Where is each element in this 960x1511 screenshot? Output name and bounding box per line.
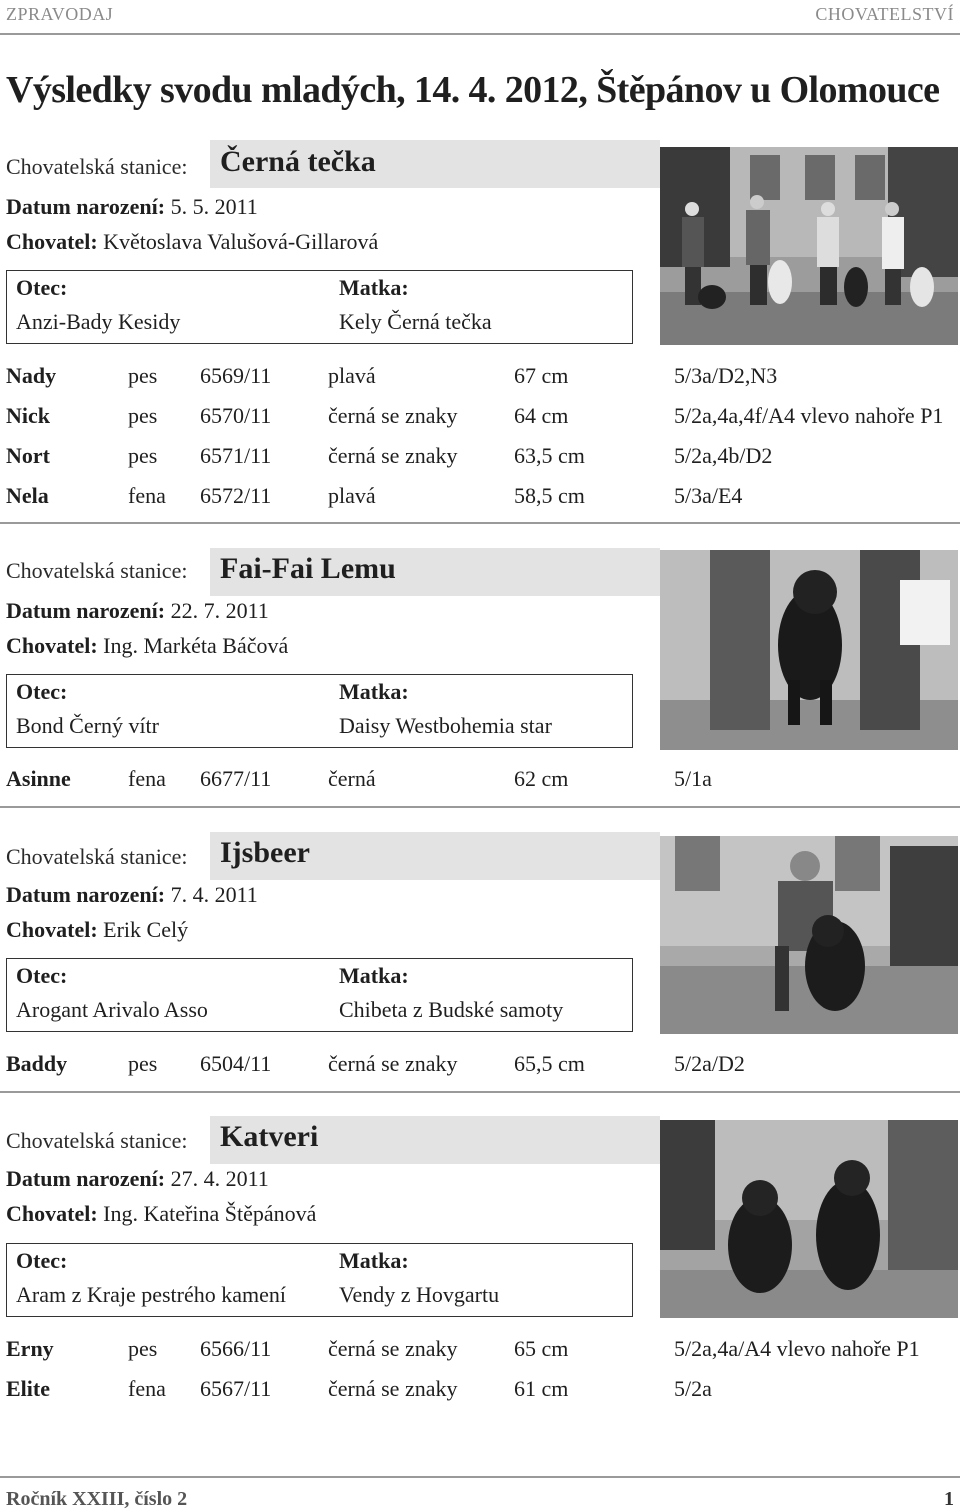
- section-divider: [0, 522, 960, 524]
- breeder-label: Chovatel:: [6, 1201, 98, 1226]
- dog-photo-two-dogs: [660, 1120, 958, 1318]
- birth-value: 27. 4. 2011: [170, 1166, 269, 1191]
- dog-height: 64 cm: [514, 403, 569, 428]
- sire-label: Otec:: [16, 679, 68, 704]
- birth-label: Datum narození:: [6, 1166, 166, 1191]
- breeder-value: Ing. Markéta Báčová: [103, 633, 289, 658]
- dog-grade: 5/2a/D2: [674, 1051, 745, 1076]
- birth-date: [6, 598, 269, 624]
- page-title: Výsledky svodu mladých, 14. 4. 2012, Štěpánov u Olomouce: [6, 69, 940, 111]
- dam-name: Kely Černá tečka: [339, 309, 492, 334]
- dog-photo-black-dog: [660, 550, 958, 750]
- dog-row: [0, 1051, 960, 1081]
- dog-sex: fena: [128, 766, 166, 791]
- section-divider: [0, 1091, 960, 1093]
- header-divider: [0, 33, 960, 35]
- dog-row: [0, 443, 960, 473]
- station-label: Chovatelská stanice:: [6, 844, 188, 869]
- birth-value: 5. 5. 2011: [170, 194, 258, 219]
- dog-grade: 5/1a: [674, 766, 712, 791]
- dog-color: černá se znaky: [328, 403, 458, 428]
- dog-grade: 5/2a,4a,4f/A4 vlevo nahoře P1: [674, 403, 944, 428]
- dog-sex: pes: [128, 403, 158, 428]
- dog-row: [0, 1336, 960, 1366]
- station-label: Chovatelská stanice:: [6, 1128, 188, 1153]
- dog-height: 63,5 cm: [514, 443, 585, 468]
- dog-grade: 5/3a/D2,N3: [674, 363, 778, 388]
- dog-sex: pes: [128, 443, 158, 468]
- dog-color: plavá: [328, 363, 376, 388]
- breeder-label: Chovatel:: [6, 633, 98, 658]
- dog-name: Erny: [6, 1336, 54, 1361]
- birth-date: [6, 194, 258, 220]
- dog-sex: fena: [128, 483, 166, 508]
- dog-number: 6571/11: [200, 443, 272, 468]
- sire-name: Arogant Arivalo Asso: [16, 997, 208, 1022]
- dog-sex: pes: [128, 363, 158, 388]
- dog-name: Elite: [6, 1376, 50, 1401]
- sire-label: Otec:: [16, 275, 68, 300]
- footer-divider: [0, 1476, 960, 1478]
- sire-name: Bond Černý vítr: [16, 713, 159, 738]
- dog-height: 61 cm: [514, 1376, 569, 1401]
- parents-box: [6, 1243, 633, 1317]
- dog-name: Nady: [6, 363, 57, 388]
- birth-date: [6, 882, 258, 908]
- dog-grade: 5/2a,4a/A4 vlevo nahoře P1: [674, 1336, 920, 1361]
- dog-height: 67 cm: [514, 363, 569, 388]
- dog-grade: 5/2a,4b/D2: [674, 443, 773, 468]
- station-name: Ijsbeer: [220, 836, 310, 869]
- page-number: 1: [944, 1488, 954, 1510]
- breeder-label: Chovatel:: [6, 917, 98, 942]
- dog-grade: 5/3a/E4: [674, 483, 743, 508]
- breeder: [6, 633, 288, 659]
- dog-name: Baddy: [6, 1051, 68, 1076]
- group-photo-dogs-and-handlers: [660, 147, 958, 345]
- dog-number: 6572/11: [200, 483, 272, 508]
- dam-name: Vendy z Hovgartu: [339, 1282, 500, 1307]
- breeder-value: Květoslava Valušová-Gillarová: [103, 229, 379, 254]
- birth-value: 22. 7. 2011: [170, 598, 269, 623]
- dog-color: plavá: [328, 483, 376, 508]
- breeder: [6, 917, 188, 943]
- dog-color: černá se znaky: [328, 1336, 458, 1361]
- dog-height: 58,5 cm: [514, 483, 585, 508]
- dog-photo-handler-with-dog: [660, 836, 958, 1034]
- dog-name: Nick: [6, 403, 50, 428]
- station-name: Černá tečka: [220, 145, 376, 178]
- dog-height: 65,5 cm: [514, 1051, 585, 1076]
- dam-label: Matka:: [339, 963, 409, 988]
- dam-label: Matka:: [339, 275, 409, 300]
- dog-color: černá se znaky: [328, 1051, 458, 1076]
- dog-number: 6569/11: [200, 363, 272, 388]
- dog-number: 6677/11: [200, 766, 272, 791]
- section-divider: [0, 806, 960, 808]
- parents-box: [6, 270, 633, 344]
- dam-label: Matka:: [339, 679, 409, 704]
- sire-label: Otec:: [16, 1248, 68, 1273]
- breeder: [6, 1201, 316, 1227]
- dog-number: 6570/11: [200, 403, 272, 428]
- parents-box: [6, 674, 633, 748]
- dog-color: černá se znaky: [328, 1376, 458, 1401]
- sire-name: Aram z Kraje pestrého kamení: [16, 1282, 286, 1307]
- dog-number: 6567/11: [200, 1376, 272, 1401]
- dog-number: 6504/11: [200, 1051, 272, 1076]
- dog-height: 62 cm: [514, 766, 569, 791]
- section-name: CHOVATELSTVÍ: [815, 4, 954, 24]
- birth-label: Datum narození:: [6, 598, 166, 623]
- birth-label: Datum narození:: [6, 882, 166, 907]
- birth-value: 7. 4. 2011: [170, 882, 258, 907]
- dog-row: [0, 483, 960, 513]
- dog-row: [0, 363, 960, 393]
- station-name: Fai-Fai Lemu: [220, 552, 396, 585]
- station-label: Chovatelská stanice:: [6, 154, 188, 179]
- dam-name: Chibeta z Budské samoty: [339, 997, 564, 1022]
- station-name: Katveri: [220, 1120, 319, 1153]
- dog-height: 65 cm: [514, 1336, 569, 1361]
- dog-number: 6566/11: [200, 1336, 272, 1361]
- parents-box: [6, 958, 633, 1032]
- sire-label: Otec:: [16, 963, 68, 988]
- dam-name: Daisy Westbohemia star: [339, 713, 552, 738]
- dog-color: černá: [328, 766, 376, 791]
- dog-name: Nela: [6, 483, 49, 508]
- breeder: [6, 229, 378, 255]
- dog-name: Nort: [6, 443, 50, 468]
- dog-name: Asinne: [6, 766, 71, 791]
- dog-sex: fena: [128, 1376, 166, 1401]
- dog-sex: pes: [128, 1336, 158, 1361]
- birth-label: Datum narození:: [6, 194, 166, 219]
- breeder-value: Ing. Kateřina Štěpánová: [103, 1201, 317, 1226]
- birth-date: [6, 1166, 269, 1192]
- breeder-value: Erik Celý: [103, 917, 189, 942]
- breeder-label: Chovatel:: [6, 229, 98, 254]
- dog-color: černá se znaky: [328, 443, 458, 468]
- dog-row: [0, 403, 960, 433]
- dam-label: Matka:: [339, 1248, 409, 1273]
- dog-grade: 5/2a: [674, 1376, 712, 1401]
- dog-row: [0, 1376, 960, 1406]
- dog-sex: pes: [128, 1051, 158, 1076]
- sire-name: Anzi-Bady Kesidy: [16, 309, 181, 334]
- dog-row: [0, 766, 960, 796]
- issue-info: Ročník XXIII, číslo 2: [6, 1488, 188, 1510]
- station-label: Chovatelská stanice:: [6, 558, 188, 583]
- newsletter-name: ZPRAVODAJ: [6, 4, 114, 24]
